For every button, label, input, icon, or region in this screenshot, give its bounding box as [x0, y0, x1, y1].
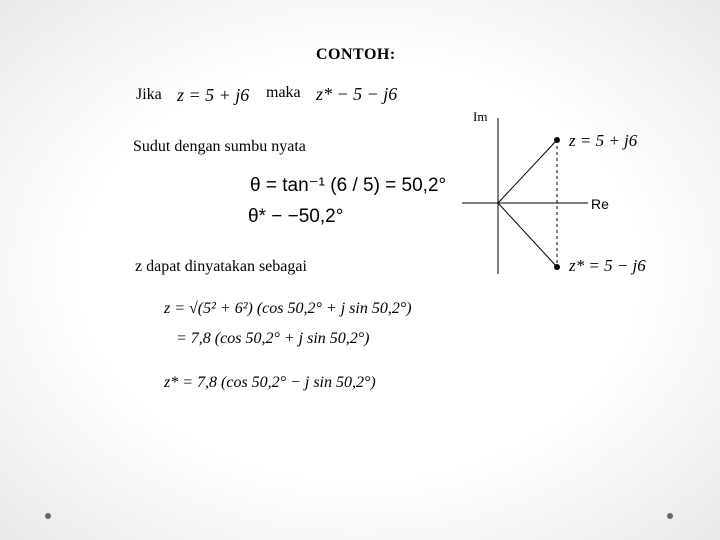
angle-heading: Sudut dengan sumbu nyata	[133, 138, 306, 155]
z-equation: z = 5 + j6	[177, 85, 250, 105]
theta-equation: θ = tan⁻¹ (6 / 5) = 50,2°	[250, 175, 447, 196]
polar-heading: z dapat dinyatakan sebagai	[135, 258, 307, 275]
z-vector	[498, 140, 557, 203]
z-conjugate-equation: z* − 5 − j6	[316, 84, 398, 104]
z-conjugate-vector	[498, 203, 557, 267]
maka-label: maka	[266, 84, 301, 101]
point-z-conjugate-label: z* = 5 − j6	[569, 256, 646, 275]
z-point	[554, 137, 560, 143]
polar-line-3: z* = 7,8 (cos 50,2° − j sin 50,2°)	[164, 374, 376, 391]
re-axis-label: Re	[591, 196, 609, 212]
jika-label: Jika	[136, 86, 162, 103]
im-axis-label: Im	[473, 109, 488, 124]
polar-line-2: = 7,8 (cos 50,2° + j sin 50,2°)	[176, 330, 370, 347]
slide-title: CONTOH:	[316, 46, 396, 63]
corner-dot-right	[667, 513, 673, 519]
polar-line-1: z = √(5² + 6²) (cos 50,2° + j sin 50,2°)	[164, 300, 412, 317]
theta-conjugate-equation: θ* − −50,2°	[248, 206, 344, 227]
corner-dot-left	[45, 513, 51, 519]
point-z-label: z = 5 + j6	[569, 131, 638, 150]
z-conjugate-point	[554, 264, 560, 270]
